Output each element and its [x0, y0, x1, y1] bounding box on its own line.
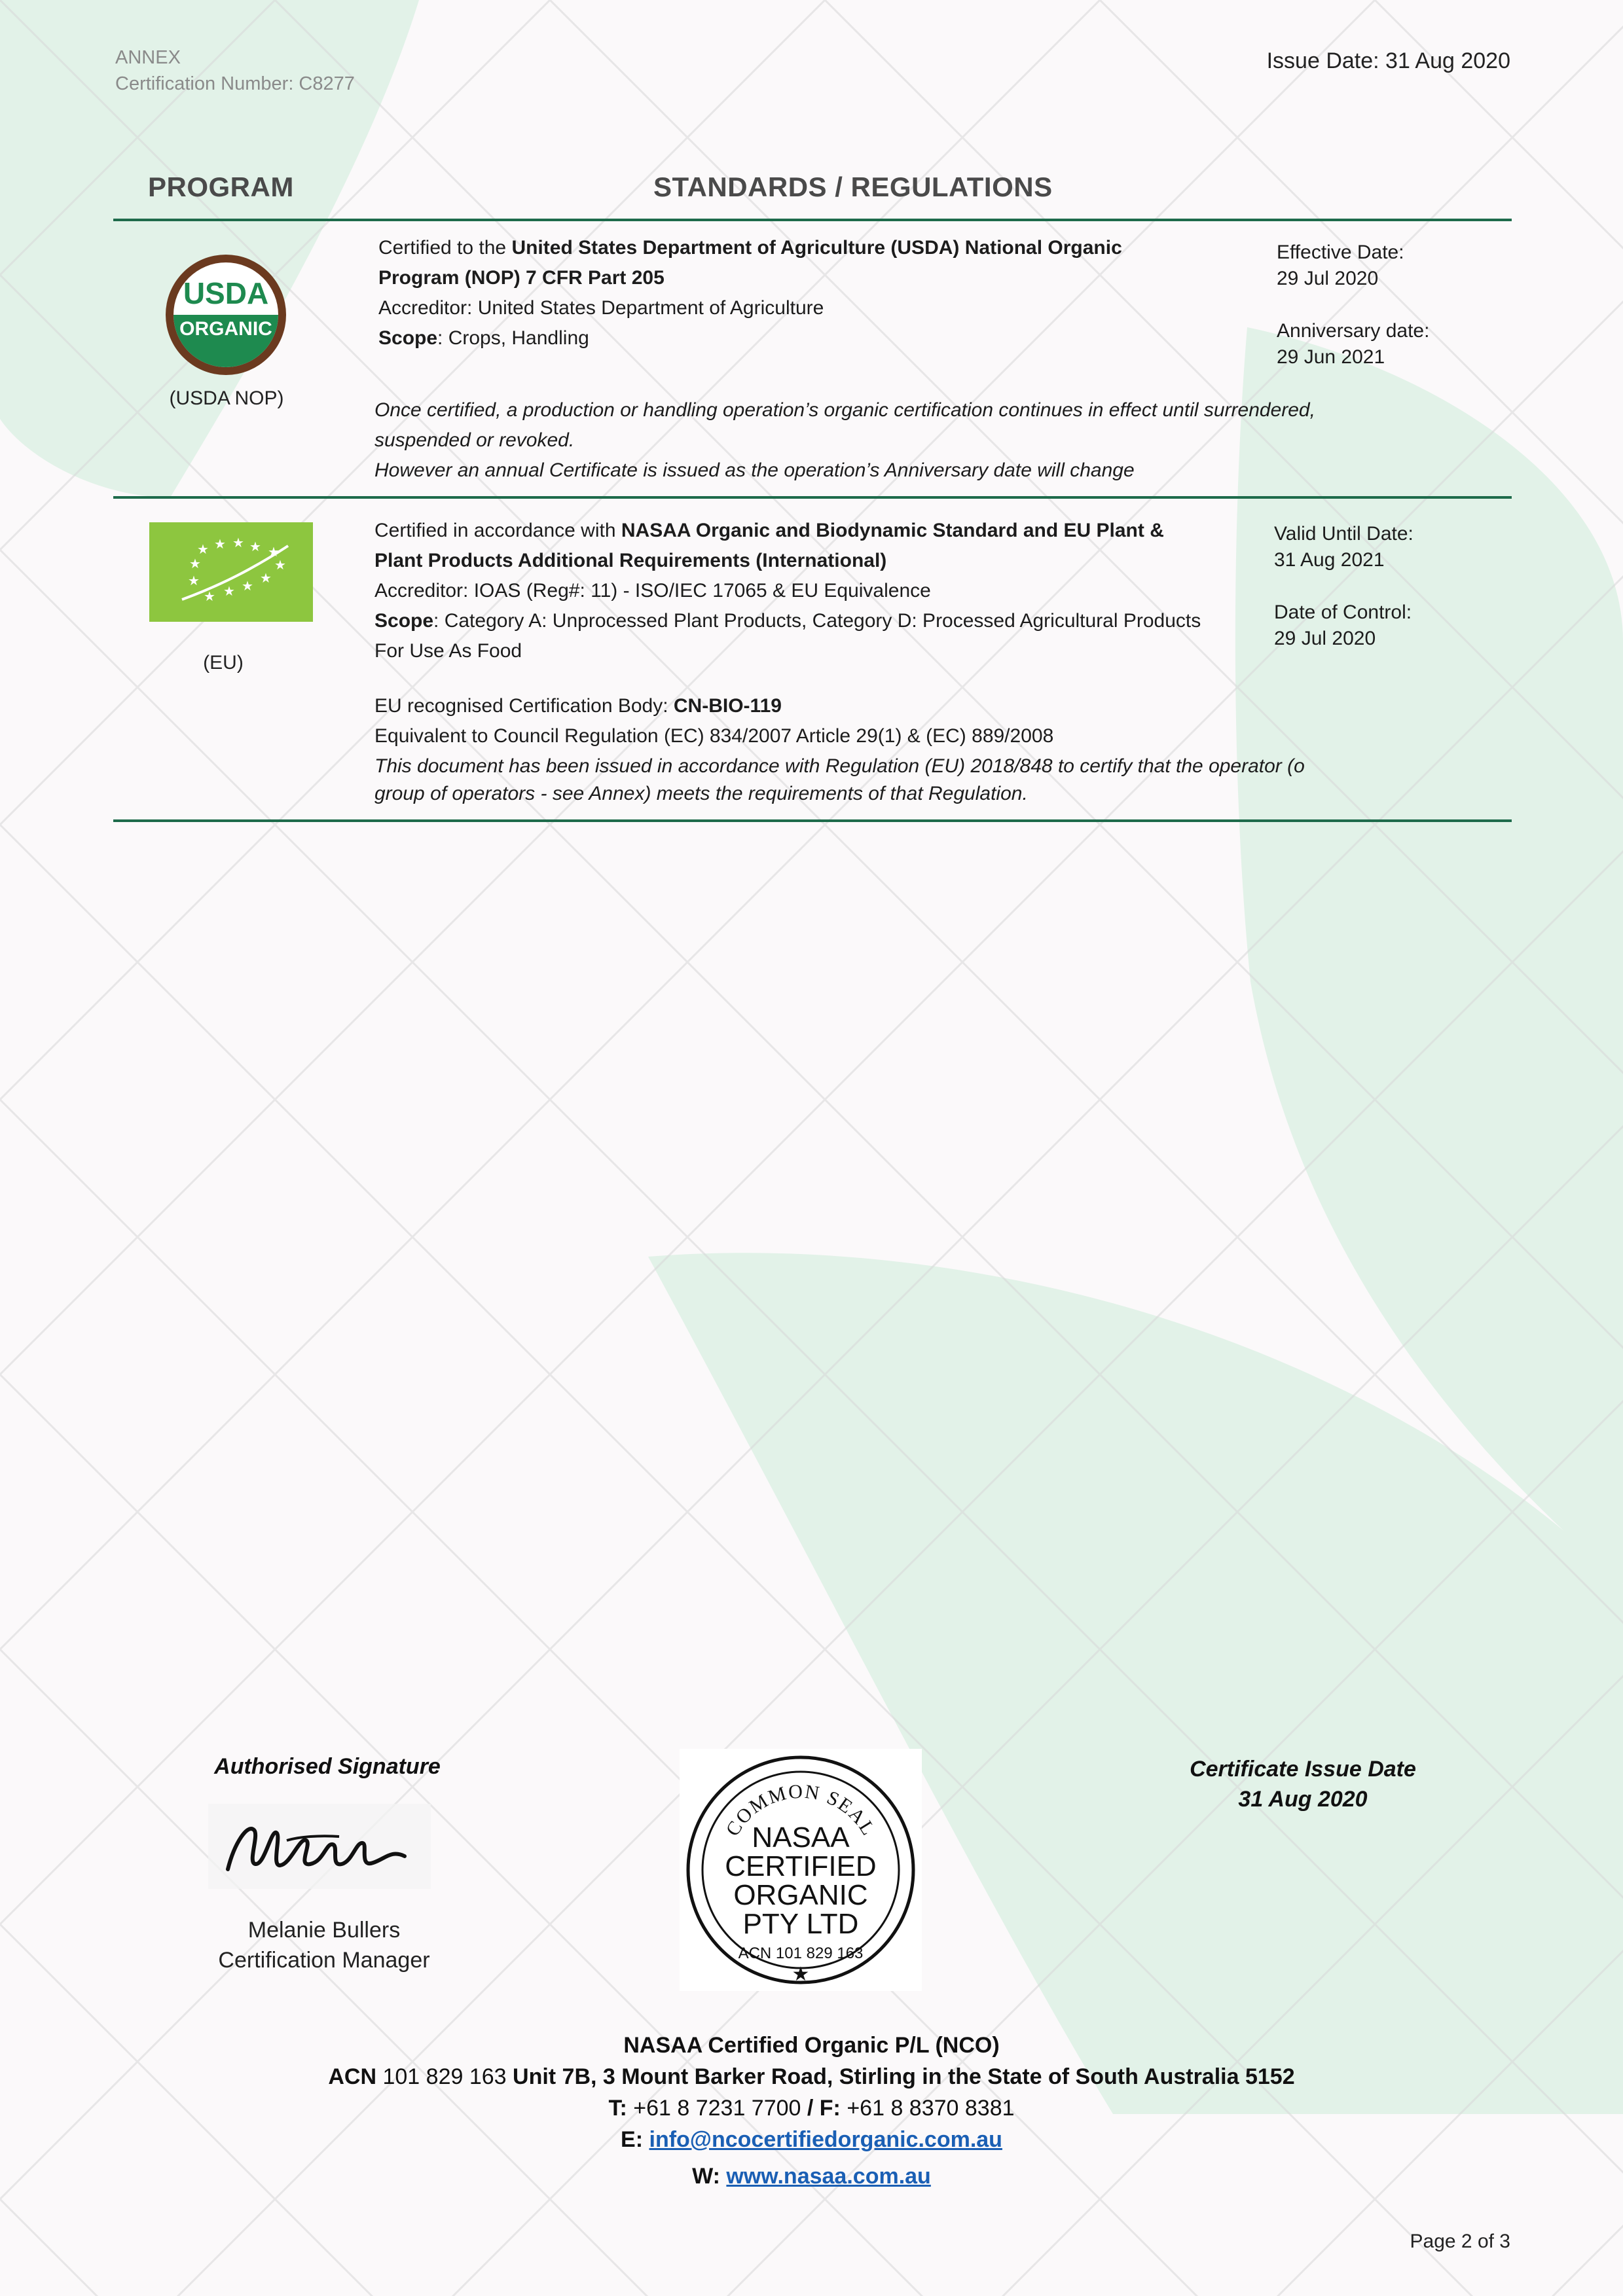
- footer-phone: T: +61 8 7231 7700 / F: +61 8 8370 8381: [608, 2096, 1015, 2121]
- svg-text:★: ★: [232, 535, 244, 550]
- svg-text:★: ★: [204, 588, 215, 604]
- svg-text:★: ★: [242, 578, 253, 594]
- svg-text:★: ★: [260, 570, 272, 586]
- eu-body-text: EU recognised Certification Body: CN-BIO-119 Equivalent to Council Regulation (EC) 834/2007 Article 29(1) & (EC) 889/2008: [374, 691, 1501, 751]
- program-column-header: PROGRAM: [148, 171, 294, 202]
- usda-caption: (USDA NOP): [169, 387, 284, 409]
- anniversary-date-label: Anniversary date:: [1277, 320, 1430, 342]
- svg-text:★: ★: [189, 556, 201, 571]
- svg-text:CERTIFIED: CERTIFIED: [725, 1850, 877, 1882]
- eu-organic-logo: [149, 522, 313, 622]
- usda-certified-text: Certified to the United States Department of Agriculture (USDA) National Organic Program (NOP) 7 CFR Part 205 Accreditor: United States Department of Agriculture Scope: Crops, Handling: [378, 233, 1256, 353]
- table-bottom-rule: [113, 819, 1512, 822]
- signatory-block: [164, 1915, 484, 1975]
- certificate-issue-block: [1133, 1754, 1473, 1814]
- svg-text:★: ★: [214, 536, 226, 552]
- authorised-signature-heading: Authorised Signature: [214, 1754, 441, 1779]
- annex-header: [115, 45, 355, 97]
- eu-dates: [1274, 521, 1413, 652]
- usda-accreditor: Accreditor: United States Department of Agriculture: [378, 297, 824, 319]
- date-of-control-value: 29 Jul 2020: [1274, 628, 1376, 649]
- usda-note: Once certified, a production or handling operation’s organic certification continues in effect until surrendered, suspended or revoked. However an annual Certificate is issued as the operation’s Anniversary date will change: [374, 399, 1315, 481]
- signature-image: [208, 1804, 431, 1889]
- certificate-issue-date: 31 Aug 2020: [1238, 1787, 1368, 1812]
- svg-text:PTY LTD: PTY LTD: [742, 1908, 859, 1940]
- svg-text:★: ★: [223, 583, 235, 599]
- footer-email: E: info@ncocertifiedorganic.com.au: [621, 2127, 1002, 2152]
- usda-dates: [1277, 240, 1429, 370]
- eu-certified-text: Certified in accordance with NASAA Organic and Biodynamic Standard and EU Plant & Plant Products Additional Requirements (International) Accreditor: IOAS (Reg#: 11) - ISO/IEC 17065 & EU Equivalence Scope: Category A: Unprocessed Plant Products, Category D: Processed Agricultural Products For Use As Food: [374, 516, 1278, 666]
- website-link[interactable]: www.nasaa.com.au: [726, 2164, 931, 2189]
- eu-accreditor: Accreditor: IOAS (Reg#: 11) - ISO/IEC 17065 & EU Equivalence: [374, 580, 931, 601]
- svg-text:★: ★: [197, 541, 209, 557]
- valid-until-label: Valid Until Date:: [1274, 523, 1413, 545]
- svg-text:★: ★: [268, 544, 280, 560]
- eu-scope: Scope: Category A: Unprocessed Plant Products, Category D: Processed Agricultural Products: [374, 610, 1201, 632]
- table-top-rule: [113, 219, 1512, 221]
- effective-date-label: Effective Date:: [1277, 242, 1404, 263]
- usda-scope: Scope: Crops, Handling: [378, 327, 589, 349]
- annex-label: ANNEX: [115, 47, 181, 68]
- svg-text:★: ★: [792, 1964, 810, 1985]
- standards-column-header: STANDARDS / REGULATIONS: [653, 171, 1053, 202]
- svg-text:USDA: USDA: [183, 276, 269, 310]
- eu-note: This document has been issued in accordance with Regulation (EU) 2018/848 to certify that the operator (o group of operators - see Annex) meets the requirements of that Regulation.: [374, 755, 1305, 804]
- eu-equivalent: Equivalent to Council Regulation (EC) 834/2007 Article 29(1) & (EC) 889/2008: [374, 725, 1054, 747]
- svg-text:★: ★: [188, 573, 200, 588]
- svg-text:★: ★: [249, 539, 261, 554]
- date-of-control-label: Date of Control:: [1274, 601, 1412, 623]
- svg-text:COMMON SEAL: COMMON SEAL: [721, 1780, 880, 1840]
- svg-text:NASAA: NASAA: [752, 1821, 850, 1854]
- footer-company: NASAA Certified Organic P/L (NCO): [623, 2033, 1000, 2058]
- eu-caption: (EU): [203, 652, 244, 673]
- svg-text:ORGANIC: ORGANIC: [179, 318, 272, 340]
- svg-text:★: ★: [274, 557, 286, 573]
- page-number: Page 2 of 3: [1410, 2231, 1510, 2252]
- nasaa-common-seal: [680, 1749, 922, 1991]
- issue-date-top: Issue Date: 31 Aug 2020: [1266, 48, 1510, 73]
- svg-text:ORGANIC: ORGANIC: [733, 1879, 868, 1911]
- anniversary-date-value: 29 Jun 2021: [1277, 346, 1385, 368]
- svg-text:ACN 101 829 163: ACN 101 829 163: [738, 1945, 864, 1962]
- valid-until-value: 31 Aug 2021: [1274, 549, 1385, 571]
- signatory-title: Certification Manager: [218, 1948, 430, 1973]
- usda-organic-logo: [164, 253, 288, 377]
- footer-website: W: www.nasaa.com.au: [692, 2164, 931, 2189]
- effective-date-value: 29 Jul 2020: [1277, 268, 1379, 289]
- table-middle-rule: [113, 496, 1512, 499]
- email-link[interactable]: info@ncocertifiedorganic.com.au: [649, 2127, 1002, 2152]
- certificate-issue-heading: Certificate Issue Date: [1190, 1757, 1416, 1782]
- signatory-name: Melanie Bullers: [247, 1918, 401, 1943]
- certification-number: Certification Number: C8277: [115, 73, 355, 94]
- footer-address: ACN 101 829 163 Unit 7B, 3 Mount Barker Road, Stirling in the State of South Australia 5152: [328, 2064, 1295, 2089]
